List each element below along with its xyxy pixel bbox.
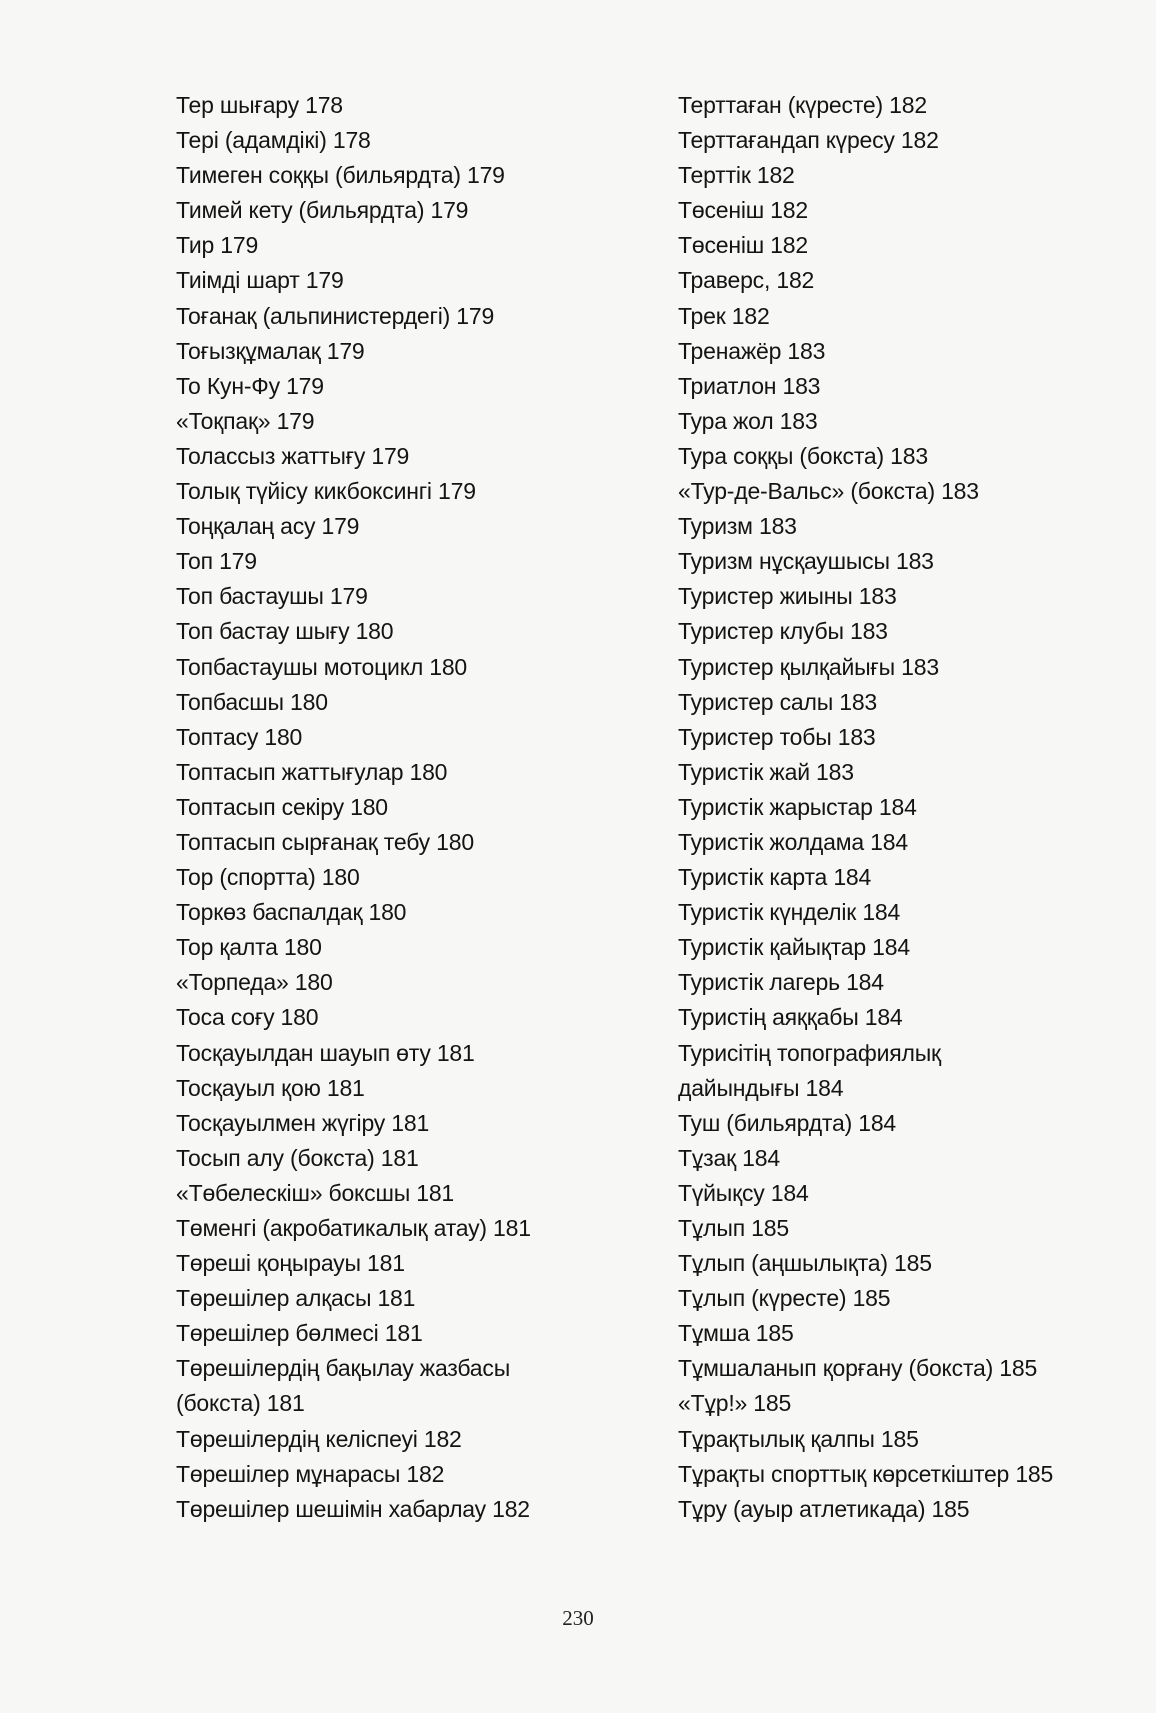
index-entry: Төреші қоңырауы 181 [176, 1250, 405, 1277]
index-right-column [678, 88, 1053, 1527]
index-entry: То Кун-Фу 179 [176, 372, 324, 399]
index-entry: Тұрақтылық қалпы 185 [678, 1425, 919, 1452]
index-entry: Төрешілер мұнарасы 182 [176, 1460, 445, 1487]
index-entry: Туш (бильярдта) 184 [678, 1109, 897, 1136]
index-entry: «Торпеда» 180 [176, 969, 333, 996]
index-entry: Топ бастаушы 179 [176, 583, 368, 610]
index-entry: Триатлон 183 [678, 372, 821, 399]
index-entry: Тимеген соққы (бильярдта) 179 [176, 162, 505, 189]
index-entry: Топбасшы 180 [176, 688, 328, 715]
index-entry: Тура соққы (бокста) 183 [678, 442, 928, 469]
index-entry: Тер шығару 178 [176, 92, 343, 118]
index-entry: Топ 179 [176, 548, 257, 575]
index-entry: Топтасып сырғанақ тебу 180 [176, 828, 474, 855]
index-entry: Топбастаушы мотоцикл 180 [176, 653, 468, 680]
index-entry: Төсеніш 182 [678, 197, 808, 224]
index-entry: Туристер салы 183 [678, 688, 877, 715]
index-entry: Төрешілер шешімін хабарлау 182 [176, 1495, 530, 1522]
index-entry: Туристер клубы 183 [678, 618, 888, 645]
index-entry: Тосқауылмен жүгіру 181 [176, 1109, 430, 1136]
index-entry: Төменгі (акробатикалық атау) 181 [176, 1215, 531, 1241]
index-entry: Терттаған (күресте) 182 [678, 92, 927, 118]
index-entry: Тұлып (күресте) 185 [678, 1285, 891, 1312]
index-entry: Туристік лагерь 184 [678, 969, 884, 996]
index-entry: Туристік жолдама 184 [678, 828, 908, 855]
index-entry: Турисітің топографиялық [678, 1039, 941, 1066]
index-entry: Терттік 182 [678, 162, 795, 189]
index-entry: Тор (спортта) 180 [176, 864, 360, 891]
index-entry: Туристер тобы 183 [678, 723, 876, 750]
index-entry: Туристік жай 183 [678, 758, 854, 785]
index-entry: Тоңқалаң асу 179 [176, 513, 360, 540]
index-entry: «Тур-де-Вальс» (бокста) 183 [678, 478, 979, 505]
index-entry: Тұлып 185 [678, 1215, 789, 1241]
index-entry: Тоғызқұмалақ 179 [176, 337, 365, 364]
index-entry: Топтасу 180 [176, 723, 303, 750]
index-entry: Төрешілер бөлмесі 181 [176, 1320, 423, 1347]
index-entry: Тренажёр 183 [678, 337, 826, 364]
index-entry: Топ бастау шығу 180 [176, 618, 394, 645]
index-entry: Түйықсу 184 [678, 1179, 809, 1206]
index-entry: Туристік жарыстар 184 [678, 793, 917, 820]
index-entry: Топтасып жаттығулар 180 [176, 758, 448, 785]
index-entry: Тұлып (аңшылықта) 185 [678, 1250, 932, 1277]
index-entry: Туристік карта 184 [678, 864, 872, 891]
index-entry: Тура жол 183 [678, 407, 818, 434]
index-entry: Траверс, 182 [678, 267, 815, 294]
index-entry: (бокста) 181 [176, 1390, 305, 1417]
index-entry: Төсеніш 182 [678, 232, 808, 259]
page-number: 230 [562, 1606, 594, 1630]
index-entry: «Тұр!» 185 [678, 1390, 792, 1417]
index-entry: Төрешілердің келіспеуі 182 [176, 1425, 462, 1452]
index-entry: Туристің аяққабы 184 [678, 1004, 903, 1031]
index-entry: Толассыз жаттығу 179 [176, 442, 410, 469]
index-entry: Тұмшаланып қорғану (бокста) 185 [678, 1355, 1038, 1382]
index-entry: Тимей кету (бильярдта) 179 [176, 197, 469, 224]
index-entry: Төрешілердің бақылау жазбасы [176, 1355, 511, 1382]
index-entry: Торкөз баспалдақ 180 [176, 899, 407, 926]
index-entry: Тосқауыл қою 181 [176, 1074, 365, 1101]
index-entry: Трек 182 [678, 302, 770, 329]
index-entry: Топтасып секіру 180 [176, 793, 388, 820]
index-entry: Тосып алу (бокста) 181 [176, 1144, 419, 1171]
index-entry: Туристер қылқайығы 183 [678, 653, 939, 680]
index-entry: Туристік қайықтар 184 [678, 934, 910, 961]
index-entry: Тоса соғу 180 [176, 1004, 319, 1031]
index-entry: Терттағандап күресу 182 [678, 127, 939, 154]
index-entry: Тор қалта 180 [176, 934, 322, 961]
index-entry: Төрешілер алқасы 181 [176, 1285, 416, 1312]
index-entry: Туризм 183 [678, 513, 797, 540]
index-entry: Тиімді шарт 179 [176, 267, 344, 294]
index-left-column [176, 88, 531, 1527]
index-entry: Тұрақты спорттық көрсеткіштер 185 [678, 1460, 1054, 1487]
index-entry: Тосқауылдан шауып өту 181 [176, 1039, 475, 1066]
index-entry: «Тоқпақ» 179 [176, 407, 315, 434]
index-entry: Тир 179 [176, 232, 259, 259]
index-entry: «Төбелескіш» боксшы 181 [176, 1179, 455, 1206]
index-entry: Тері (адамдікі) 178 [176, 127, 371, 154]
index-entry: дайындығы 184 [678, 1074, 844, 1101]
index-entry: Тоғанақ (альпинистердегі) 179 [176, 302, 495, 329]
index-entry: Тұзақ 184 [678, 1144, 780, 1171]
index-entry: Туристер жиыны 183 [678, 583, 897, 610]
index-entry: Тұмша 185 [678, 1320, 794, 1347]
index-entry: Туристік күнделік 184 [678, 899, 901, 926]
index-entry: Туризм нұсқаушысы 183 [678, 548, 934, 575]
index-entry: Толық түйісу кикбоксингі 179 [176, 478, 476, 505]
index-entry: Тұру (ауыр атлетикада) 185 [678, 1495, 970, 1522]
